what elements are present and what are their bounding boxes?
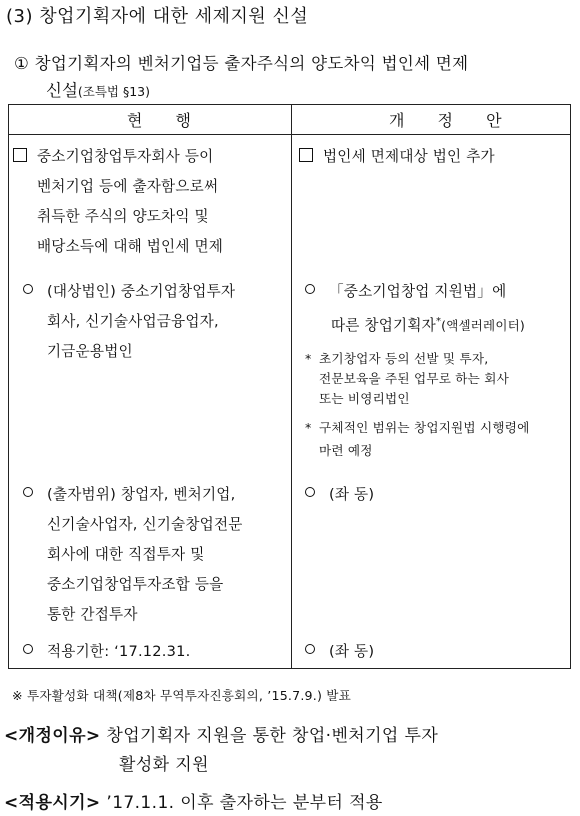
- current-summary-line: 벤처기업 등에 출자함으로써: [37, 178, 219, 195]
- accelerator-paren: (액셀러레이터): [441, 317, 525, 333]
- effective-text: ’17.1.1. 이후 출자하는 분부터 적용: [106, 793, 383, 813]
- current-target: [23, 277, 235, 367]
- column-divider: [291, 105, 292, 668]
- bullet-circle-icon: [305, 644, 315, 654]
- current-scope-line: (출자범위) 창업자, 벤처기업,: [47, 486, 236, 503]
- current-scope-line: 회사에 대한 직접투자 및: [47, 546, 205, 563]
- current-scope: [23, 480, 243, 630]
- effective-date: [4, 788, 383, 813]
- reason-line2: 활성화 지원: [119, 755, 209, 775]
- proposal-star-note-1: * 초기창업자 등의 선발 및 투자, 전문보육을 주된 업무로 하는 회사 또는 비영리법인: [305, 349, 509, 409]
- header-current: 현 행: [127, 111, 205, 130]
- current-scope-line: 신기술사업자, 신기술창업전문: [47, 516, 243, 533]
- star-note-line: 또는 비영리법인: [319, 391, 410, 406]
- star-note-line: 구체적인 범위는 창업지원법 시행령에: [319, 420, 530, 435]
- bullet-circle-icon: [305, 487, 315, 497]
- subheading-line2-text: 신설: [46, 81, 78, 100]
- current-deadline-text: 적용기한: ‘17.12.31.: [47, 643, 191, 660]
- star-note-line: 마련 예정: [319, 443, 373, 458]
- proposal-summary-line: 법인세 면제대상 법인 추가: [323, 148, 495, 165]
- bullet-circle-icon: [23, 284, 33, 294]
- checkbox-square-icon: [13, 148, 27, 162]
- footnote-mark: *: [435, 316, 442, 327]
- proposal-star-note-2: * 구체적인 범위는 창업지원법 시행령에 마련 예정: [305, 417, 529, 463]
- proposal-scope: [305, 480, 374, 510]
- current-summary-line: 배당소득에 대해 법인세 면제: [37, 238, 224, 255]
- amendment-reason: [4, 722, 438, 780]
- reason-label: <개정이유>: [4, 726, 101, 746]
- bullet-circle-icon: [23, 487, 33, 497]
- table-header: [9, 105, 570, 135]
- current-summary: [13, 142, 223, 262]
- subheading-line2: [46, 77, 150, 101]
- star-note-line: 초기창업자 등의 선발 및 투자,: [319, 351, 489, 366]
- item-marker: ①: [14, 54, 30, 73]
- proposal-target-line: 「중소기업창업 지원법」에: [329, 283, 507, 300]
- current-summary-line: 중소기업창업투자회사 등이: [37, 148, 214, 165]
- star-note-line: 전문보육을 주된 업무로 하는 회사: [319, 371, 509, 386]
- current-scope-line: 중소기업창업투자조합 등을: [47, 576, 224, 593]
- proposal-deadline: [305, 637, 374, 667]
- proposal-target: [305, 277, 525, 341]
- proposal-target-line: 따른 창업기획자: [331, 316, 436, 334]
- reason-line1: 창업기획자 지원을 통한 창업·벤처기업 투자: [106, 726, 439, 746]
- bullet-circle-icon: [23, 644, 33, 654]
- bullet-circle-icon: [305, 284, 315, 294]
- same-as-left: (좌 동): [329, 643, 375, 660]
- footnote: ※ 투자활성화 대책(제8차 무역투자진흥회의, ’15.7.9.) 발표: [12, 688, 352, 703]
- header-proposal: 개 정 안: [389, 111, 516, 130]
- checkbox-square-icon: [299, 148, 313, 162]
- effective-label: <적용시기>: [4, 793, 101, 813]
- current-target-line: 기금운용법인: [47, 343, 133, 360]
- subheading: [14, 50, 468, 74]
- subheading-line1: 창업기획자의 벤처기업등 출자주식의 양도차익 법인세 면제: [34, 54, 469, 73]
- current-summary-line: 취득한 주식의 양도차익 및: [37, 208, 209, 225]
- comparison-table: [8, 104, 571, 669]
- current-target-line: 회사, 신기술사업금융업자,: [47, 313, 219, 330]
- current-scope-line: 통한 간접투자: [47, 606, 138, 623]
- current-target-line: (대상법인) 중소기업창업투자: [47, 283, 236, 300]
- section-heading: (3) 창업기획자에 대한 세제지원 신설: [6, 6, 309, 27]
- law-reference: (조특법 §13): [77, 84, 150, 99]
- proposal-summary: [299, 142, 495, 172]
- current-deadline: [23, 637, 190, 667]
- same-as-left: (좌 동): [329, 486, 375, 503]
